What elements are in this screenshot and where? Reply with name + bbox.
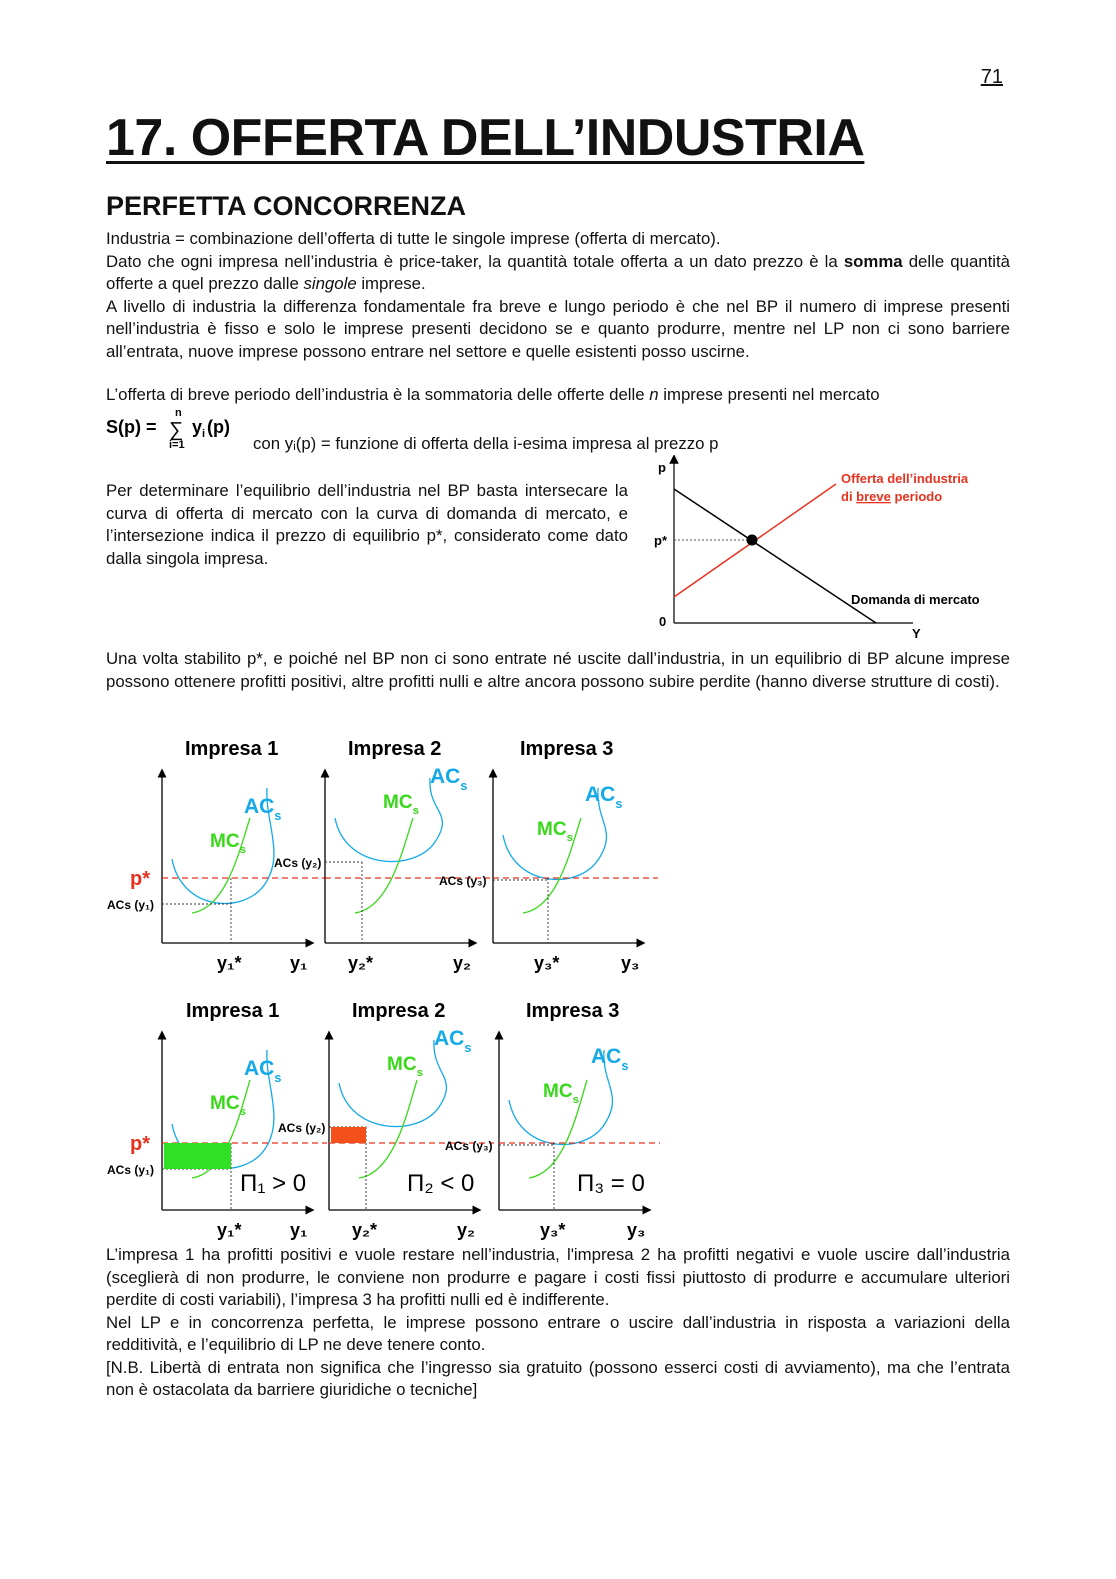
firm-title: Impresa 1 [186,1000,280,1022]
market-equilibrium-chart [645,455,1015,645]
mc-curve [355,818,413,913]
ac-min-label: ACs (y₁) [107,898,154,912]
firm-chart-profit-1 [107,1000,327,1240]
firm-charts [100,728,660,1248]
supply-sentence: L’offerta di breve periodo dell’industria è la sommatoria delle offerte delle n imprese presenti nel mercato [106,385,880,404]
firm-title: Impresa 2 [348,738,442,760]
mc-label: $MC_s$ [210,1093,246,1118]
profit-label: Π₂ < 0 [407,1170,475,1197]
equilibrium-point [747,535,758,546]
y-star-label: y₂* [352,1220,378,1240]
price-label: p* [130,1133,150,1155]
y-star-label: y₂* [348,953,374,973]
y-star-label: y₃* [534,953,560,973]
firm-chart-profit-2 [278,1000,494,1240]
supply-label-line1: Offerta dell’industria [841,471,969,486]
page-number: 71 [980,66,1003,88]
mc-label: $MC_s$ [210,831,246,856]
ac-curve [339,1040,446,1127]
profit-label: Π₃ = 0 [577,1170,645,1197]
ac-label: $AC_s$ [244,795,282,823]
x-axis-label: y₂ [457,1220,476,1240]
firm-chart-short-run-2 [274,738,490,973]
supply-label-line2: di breve periodo [841,489,943,504]
ac-label: $AC_s$ [585,783,623,811]
y-star-label: y₁* [217,1220,242,1240]
price-label: p* [130,868,150,890]
conclusion [106,1244,1010,1402]
mc-label: $MC_s$ [383,792,419,817]
firm-title: Impresa 1 [185,738,279,760]
profit-label: Π₁ > 0 [240,1170,307,1197]
firm-title: Impresa 3 [526,1000,620,1022]
formula-note: con yᵢ(p) = funzione di offerta della i-esima impresa al prezzo p [253,434,719,453]
ac-label: $AC_s$ [430,765,468,793]
demand-label: Domanda di mercato [851,592,980,607]
demand-curve [674,489,876,623]
supply-formula [106,405,256,455]
x-axis-label: Y [912,626,921,641]
mc-curve [359,1080,417,1178]
x-axis-label: y₂ [453,953,472,973]
ac-min-label: ACs (y₁) [107,1163,154,1177]
mc-label: $MC_s$ [537,819,573,844]
equilibrium-text: Per determinare l’equilibrio dell’industria nel BP basta intersecare la curva di offerta di mercato con la curva di domanda di mercato, e l’intersezione indica il prezzo di equilibrio p*, considerato come dato dalla singola impresa. [106,481,628,568]
intro-paragraphs [106,228,1010,363]
x-axis-label: y₁ [290,1220,308,1240]
intro-p2: Dato che ogni impresa nell’industria è price-taker, la quantità totale offerta a un dato prezzo è la somma delle quantità offerte a quel prezzo dalle singole imprese. [106,251,1010,293]
formula-sum-symbol: ∑ [169,419,184,441]
chapter-title: 17. OFFERTA DELL’INDUSTRIA [106,109,865,167]
conclusion-p3: [N.B. Libertà di entrata non significa che l’ingresso sia gratuito (possono esserci costi di avviamento), ma che l’entrata non è ostacolata da barriere giuridiche o tecniche] [106,1357,1010,1399]
ac-min-label: ACs (y₂) [274,856,322,870]
y-axis-label: p [658,460,666,475]
firm-chart-short-run-3 [439,738,658,973]
ac-curve [335,778,442,862]
x-axis-label: y₃ [621,953,640,973]
formula-term-sub: i [202,428,206,440]
formula-term: y [192,417,203,437]
firms-text: Una volta stabilito p*, e poiché nel BP non ci sono entrate né uscite dall’industria, in un equilibrio di BP alcune imprese possono ottenere profitti positivi, altre profitti nulli e altre ancora possono subire perdite (hanno diverse strutture di costi). [106,649,1010,691]
origin-label: 0 [659,614,667,629]
firm-title: Impresa 2 [352,1000,446,1022]
firm-title: Impresa 3 [520,738,614,760]
ac-min-label: ACs (y₃) [445,1139,493,1153]
ac-label: $AC_s$ [434,1027,472,1055]
mc-label: $MC_s$ [387,1054,423,1079]
ac-label: $AC_s$ [244,1057,282,1085]
ac-label: $AC_s$ [591,1045,629,1073]
section-title: PERFETTA CONCORRENZA [106,191,466,221]
ac-min-label: ACs (y₂) [278,1121,326,1135]
loss-area [331,1127,366,1143]
firm-chart-profit-3 [445,1000,660,1240]
y-star-label: y₃* [540,1220,566,1240]
formula-sum-bottom: i=1 [169,439,185,451]
conclusion-p1: L’impresa 1 ha profitti positivi e vuole restare nell’industria, l'impresa 2 ha profitti negativi e vuole uscire dall’industria (sceglierà di non produrre, le conviene non produrre e pagare i costi fissi piuttosto di produrre e accumulare ulteriori perdite di costi variabili), l’impresa 3 ha profitti nulli ed è indifferente. [106,1245,1010,1309]
mc-label: $MC_s$ [543,1081,579,1106]
x-axis-label: y₃ [627,1220,646,1240]
formula-term-arg: (p) [207,417,230,437]
conclusion-p2: Nel LP e in concorrenza perfetta, le imprese possono entrare o uscire dall’industria in risposta a variazioni della redditività, e l’equilibrio di LP ne deve tenere conto. [106,1312,1010,1354]
intro-p3: A livello di industria la differenza fondamentale fra breve e lungo periodo è che nel BP il numero di imprese presenti nell’industria è fisso e solo le imprese presenti decidono se e quanto produrre, mentre nel LP non ci sono barriere all’entrata, nuove imprese possono entrare nel settore e quelle esistenti posso uscirne. [106,296,1010,361]
ac-min-label: ACs (y₃) [439,874,487,888]
formula-lhs: S(p) = [106,417,157,437]
profit-area [164,1143,231,1169]
price-label: p* [654,533,667,548]
y-star-label: y₁* [217,953,242,973]
formula-sum-top: n [175,407,182,419]
intro-p1: Industria = combinazione dell’offerta di tutte le singole imprese (offerta di mercato). [106,229,721,248]
x-axis-label: y₁ [290,953,308,973]
